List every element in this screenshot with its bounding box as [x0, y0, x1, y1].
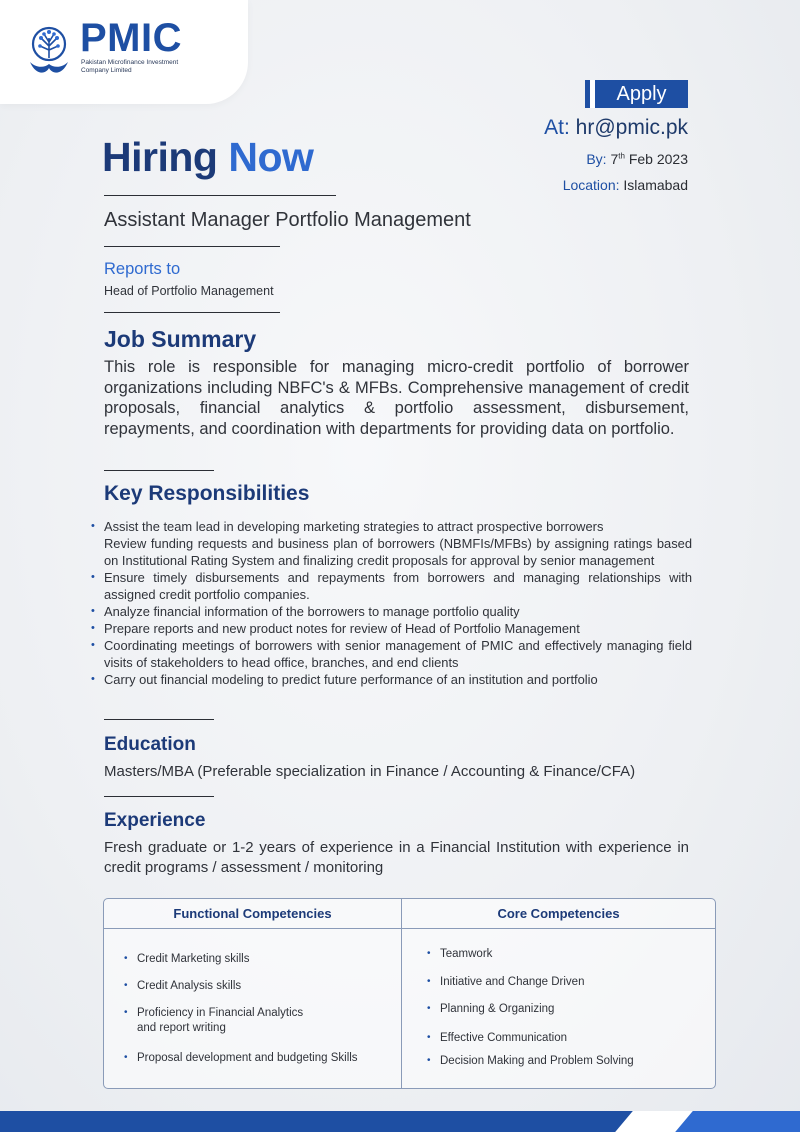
functional-item: • Proposal development and budgeting Skills	[124, 1052, 358, 1064]
bullet-icon: •	[91, 639, 95, 651]
job-title: Assistant Manager Portfolio Management	[104, 209, 471, 231]
apply-deadline	[586, 151, 688, 167]
divider	[104, 195, 336, 196]
experience-text: Fresh graduate or 1-2 years of experience in a Financial Institution with experience in credit programs / assessment / monitoring	[104, 839, 689, 876]
bullet-icon: •	[124, 1007, 128, 1018]
functional-item: • Credit Marketing skills	[124, 953, 250, 965]
functional-item: • Proficiency in Financial Analytics	[124, 1007, 304, 1019]
functional-competencies-heading: Functional Competencies	[173, 906, 332, 921]
bullet-icon: •	[124, 1052, 128, 1063]
bullet-icon: •	[91, 605, 95, 617]
bullet-icon: •	[427, 1055, 431, 1066]
bullet-icon: •	[91, 571, 95, 583]
bullet-icon: •	[427, 948, 431, 959]
bullet-icon: •	[91, 520, 95, 532]
bullet-icon: •	[427, 1032, 431, 1043]
list-item: • Ensure timely disbursements and repayments from borrowers and managing relationships with assigned credit portfolio companies.	[91, 570, 692, 602]
reports-to-heading: Reports to	[104, 260, 181, 278]
education-heading: Education	[104, 734, 196, 755]
core-item: • Decision Making and Problem Solving	[427, 1055, 634, 1067]
brand-name: PMIC	[80, 16, 182, 60]
list-item: • Assist the team lead in developing marketing strategies to attract prospective borrowers	[91, 519, 604, 534]
key-responsibilities-heading: Key Responsibilities	[104, 482, 310, 505]
bullet-icon: •	[91, 673, 95, 685]
location-value: Islamabad	[623, 177, 688, 193]
core-item: • Planning & Organizing	[427, 1003, 555, 1015]
list-item: Review funding requests and business plan of borrowers (NBMFIs/MFBs) by assigning ratings based on Institutional Rating System and finalizing credit proposals for approval by senior management	[104, 536, 692, 568]
location-label: Location:	[562, 177, 620, 193]
functional-item-continued: and report writing	[137, 1022, 226, 1034]
list-item: • Prepare reports and new product notes for review of Head of Portfolio Management	[91, 621, 580, 636]
apply-email	[544, 116, 688, 140]
apply-by-rest: Feb 2023	[628, 151, 688, 167]
job-summary-heading: Job Summary	[104, 326, 257, 352]
apply-by-label: By:	[586, 151, 607, 167]
apply-email-link[interactable]: hr@pmic.pk	[575, 116, 688, 139]
divider	[104, 796, 214, 797]
headline-now: Now	[228, 134, 314, 180]
brand-subtitle: Pakistan Microfinance Investment Company Limited	[81, 59, 179, 74]
apply-location	[563, 177, 688, 193]
bullet-icon: •	[427, 976, 431, 987]
competencies-table	[103, 898, 716, 1089]
divider	[104, 470, 214, 471]
bullet-icon: •	[427, 1003, 431, 1014]
pmic-tree-logo-icon	[26, 24, 72, 78]
divider	[104, 719, 214, 720]
divider	[104, 246, 280, 247]
bullet-icon: •	[124, 953, 128, 964]
headline-hiring: Hiring	[102, 134, 218, 180]
bullet-icon: •	[124, 980, 128, 991]
education-text: Masters/MBA (Preferable specialization in Finance / Accounting & Finance/CFA)	[104, 763, 636, 780]
core-item: • Initiative and Change Driven	[427, 976, 585, 988]
divider	[104, 312, 280, 313]
apply-at-label: At:	[544, 116, 570, 139]
experience-heading: Experience	[104, 810, 206, 831]
list-item: • Carry out financial modeling to predict future performance of an institution and portfolio	[91, 672, 598, 687]
functional-item: • Credit Analysis skills	[124, 980, 242, 992]
page-title	[102, 134, 313, 181]
core-item: • Effective Communication	[427, 1032, 567, 1044]
job-summary-text: This role is responsible for managing micro-credit portfolio of borrower organizations including NBFC's & MFBs. Comprehensive management of credit proposals, financial analytics & portfolio assessment, disbursement, repayments, and coordination with departments for providing data on portfolio.	[104, 358, 689, 438]
apply-by-day: 7	[610, 151, 619, 167]
core-item: • Teamwork	[427, 948, 493, 960]
list-item: • Coordinating meetings of borrowers with senior management of PMIC and effectively managing field visits of stakeholders to head office, branches, and end clients	[91, 638, 692, 670]
logo-card	[0, 0, 248, 104]
reports-to-value: Head of Portfolio Management	[104, 284, 274, 298]
responsibilities-list	[91, 518, 692, 688]
bullet-icon: •	[91, 622, 95, 634]
list-item: • Analyze financial information of the borrowers to manage portfolio quality	[91, 604, 520, 619]
core-competencies-heading: Core Competencies	[497, 906, 620, 921]
apply-button[interactable]: Apply	[590, 80, 688, 108]
apply-by-suffix: th	[618, 151, 625, 161]
column-divider	[401, 899, 402, 1088]
